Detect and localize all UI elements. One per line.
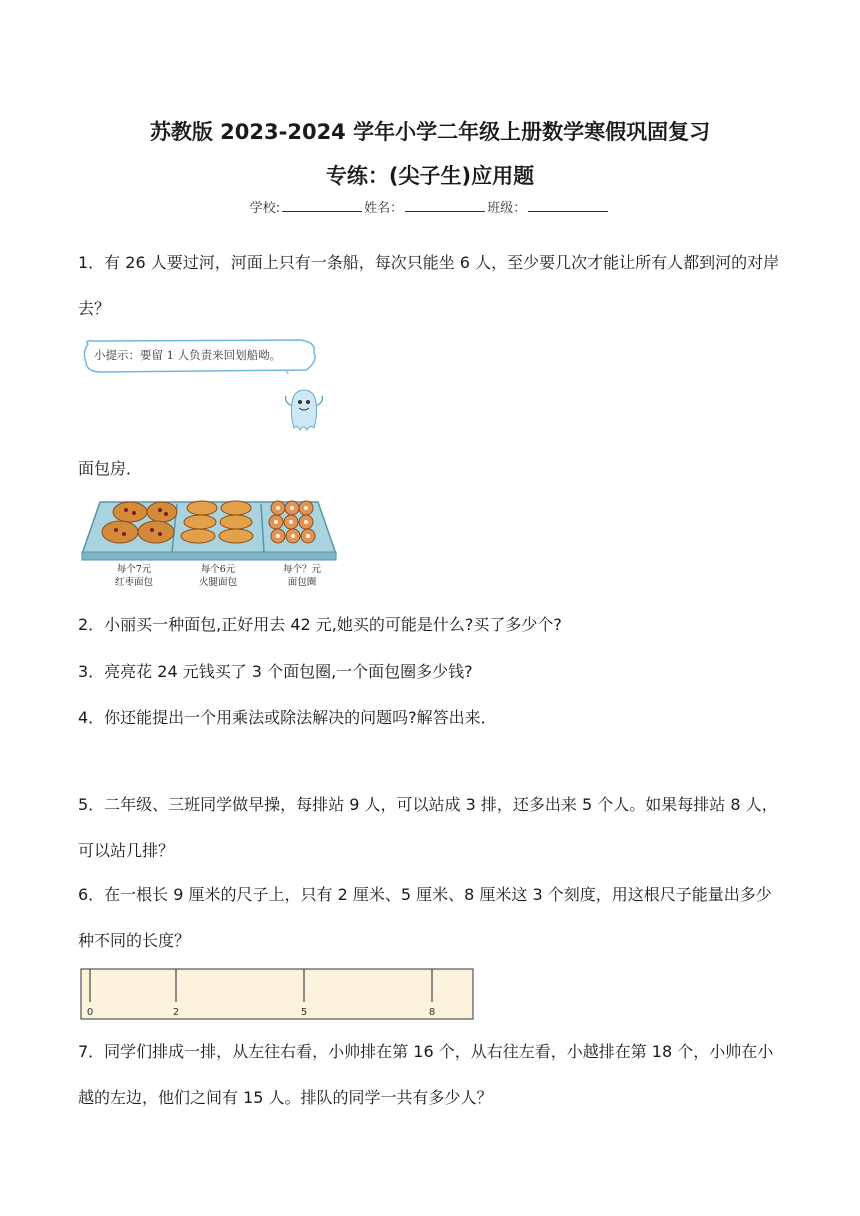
bread-label-ham: 每个6元 火腿面包 bbox=[198, 564, 237, 588]
ruler-mark-5: 5 bbox=[300, 1007, 308, 1018]
hint-text: 小提示：要留 1 人负责来回划船呦。 bbox=[94, 348, 282, 362]
question-2: 2．小丽买一种面包,正好用去 42 元,她买的可能是什么?买了多少个? bbox=[78, 615, 562, 634]
question-6: 6．在一根长 9 厘米的尺子上，只有 2 厘米、5 厘米、8 厘米这 3 个刻度，用这根尺子能量出多少种不同的长度？ bbox=[78, 885, 772, 950]
class-label: 班级： bbox=[487, 201, 527, 216]
question-1: 1．有 26 人要过河，河面上只有一条船，每次只能坐 6 人，至少要几次才能让所有人都到河的对岸去？ bbox=[78, 253, 780, 318]
ruler-mark-8: 8 bbox=[428, 1007, 436, 1018]
donut-icon bbox=[269, 501, 315, 543]
question-4: 4．你还能提出一个用乘法或除法解决的问题吗?解答出来． bbox=[78, 708, 497, 727]
ruler-mark-2: 2 bbox=[172, 1007, 180, 1018]
class-blank bbox=[528, 199, 608, 212]
page-title: 苏教版 2023-2024 学年小学二年级上册数学寒假巩固复习 bbox=[149, 120, 711, 144]
mascot-ghost-icon bbox=[282, 384, 326, 434]
bread-label-red-date: 每个7元 红枣面包 bbox=[114, 564, 153, 588]
question-5: 5．二年级、三班同学做早操，每排站 9 人，可以站成 3 排，还多出来 5 个人。如果每排站 8 人，可以站几排？ bbox=[78, 795, 778, 860]
bakery-label: 面包房． bbox=[78, 459, 143, 478]
ruler-illustration bbox=[80, 968, 474, 1020]
question-3: 3．亮亮花 24 元钱买了 3 个面包圈,一个面包圈多少钱? bbox=[78, 662, 473, 681]
school-blank bbox=[282, 199, 362, 212]
school-label: 学校: bbox=[249, 201, 281, 216]
name-label: 姓名： bbox=[364, 201, 404, 216]
student-info-line bbox=[0, 197, 860, 216]
page-subtitle: 专练：(尖子生)应用题 bbox=[325, 164, 535, 188]
question-7: 7．同学们排成一排，从左往右看，小帅排在第 16 个，从右往左看，小越排在第 18 个，小帅在小越的左边，他们之间有 15 人。排队的同学一共有多少人？ bbox=[78, 1042, 774, 1107]
name-blank bbox=[405, 199, 485, 212]
bread-label-donut: 每个？元 面包圈 bbox=[282, 564, 321, 588]
ruler-mark-0: 0 bbox=[86, 1007, 94, 1018]
